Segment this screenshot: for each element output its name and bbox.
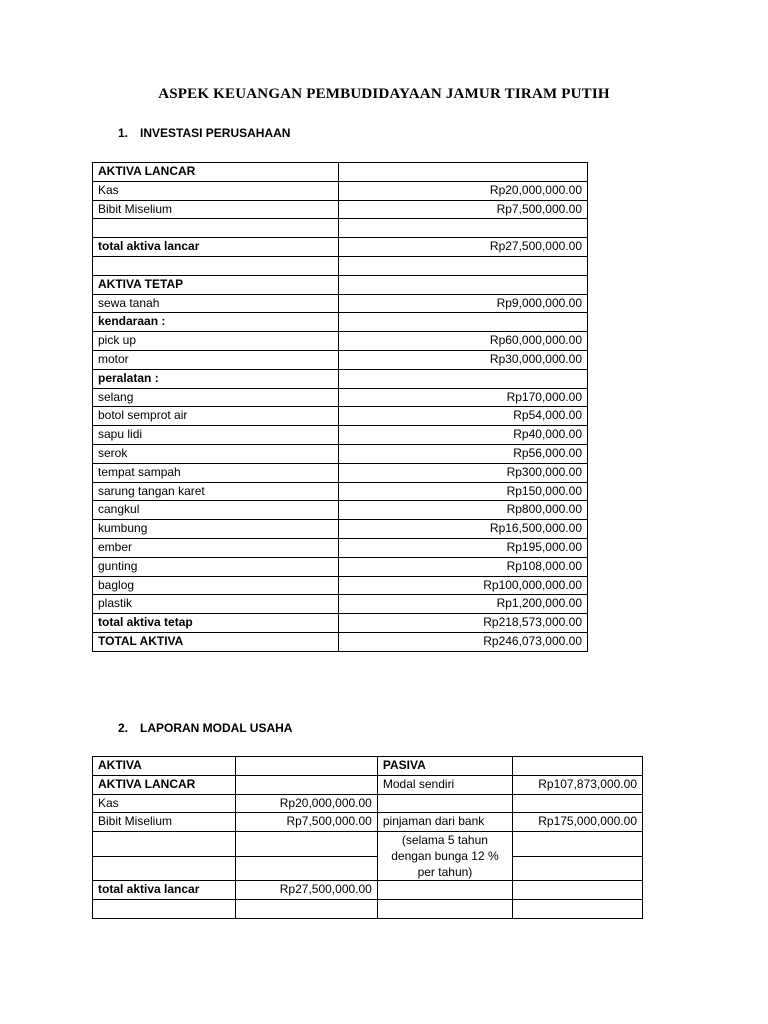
table-row	[93, 200, 588, 219]
table-row	[93, 388, 588, 407]
row-value: Rp170,000.00	[339, 388, 588, 407]
section-number: 1.	[118, 126, 129, 140]
row-value: Rp30,000,000.00	[339, 350, 588, 369]
kas-value: Rp20,000,000.00	[236, 794, 377, 813]
table-row	[93, 632, 588, 651]
table-row	[93, 350, 588, 369]
row-value	[339, 313, 588, 332]
table-row	[93, 482, 588, 501]
table-row	[93, 832, 643, 857]
table-row	[93, 238, 588, 257]
row-value: Rp56,000.00	[339, 444, 588, 463]
aktiva-header: AKTIVA	[93, 757, 236, 776]
table-row	[93, 557, 588, 576]
row-value: Rp60,000,000.00	[339, 332, 588, 351]
table-row	[93, 899, 643, 918]
empty-cell	[513, 856, 643, 881]
pinjaman-value: Rp175,000,000.00	[513, 813, 643, 832]
row-value: Rp108,000.00	[339, 557, 588, 576]
row-label: ember	[93, 538, 339, 557]
table-row	[93, 369, 588, 388]
table-row	[93, 332, 588, 351]
empty-cell	[236, 775, 377, 794]
row-label: total aktiva lancar	[93, 238, 339, 257]
row-label: sarung tangan karet	[93, 482, 339, 501]
total-aktiva-lancar-label: total aktiva lancar	[93, 881, 236, 900]
row-label: motor	[93, 350, 339, 369]
empty-cell	[93, 899, 236, 918]
table-row	[93, 614, 588, 633]
table-row	[93, 520, 588, 539]
row-label: TOTAL AKTIVA	[93, 632, 339, 651]
row-value: Rp300,000.00	[339, 463, 588, 482]
kas-label: Kas	[93, 794, 236, 813]
row-label: gunting	[93, 557, 339, 576]
row-value: Rp9,000,000.00	[339, 294, 588, 313]
table-row	[93, 294, 588, 313]
row-label: pick up	[93, 332, 339, 351]
row-value	[339, 275, 588, 294]
table-row	[93, 463, 588, 482]
empty-cell	[236, 832, 377, 857]
empty-cell	[93, 832, 236, 857]
row-label: AKTIVA LANCAR	[93, 163, 339, 182]
table-row	[93, 256, 588, 275]
table-row	[93, 576, 588, 595]
row-value	[339, 219, 588, 238]
row-label: selang	[93, 388, 339, 407]
capital-report-table	[92, 756, 643, 919]
table-row	[93, 881, 643, 900]
row-value: Rp54,000.00	[339, 407, 588, 426]
row-label: sewa tanah	[93, 294, 339, 313]
bibit-label: Bibit Miselium	[93, 813, 236, 832]
empty-cell	[236, 856, 377, 881]
table-row	[93, 163, 588, 182]
pinjaman-label: pinjaman dari bank	[377, 813, 512, 832]
table-row	[93, 538, 588, 557]
row-value: Rp100,000,000.00	[339, 576, 588, 595]
table-row	[93, 181, 588, 200]
row-label: kendaraan :	[93, 313, 339, 332]
row-label: tempat sampah	[93, 463, 339, 482]
table-row	[93, 313, 588, 332]
table-row	[93, 595, 588, 614]
empty-cell	[377, 794, 512, 813]
row-label: Bibit Miselium	[93, 200, 339, 219]
row-value: Rp246,073,000.00	[339, 632, 588, 651]
table-row	[93, 757, 643, 776]
table-row	[93, 501, 588, 520]
bibit-value: Rp7,500,000.00	[236, 813, 377, 832]
row-value: Rp16,500,000.00	[339, 520, 588, 539]
table-row	[93, 426, 588, 445]
section-heading-investasi	[118, 126, 290, 140]
investment-table	[92, 162, 588, 652]
row-label: Kas	[93, 181, 339, 200]
section-title: LAPORAN MODAL USAHA	[140, 721, 293, 735]
row-label: total aktiva tetap	[93, 614, 339, 633]
section-heading-modal	[118, 721, 292, 735]
row-label: peralatan :	[93, 369, 339, 388]
total-aktiva-lancar-value: Rp27,500,000.00	[236, 881, 377, 900]
row-value	[339, 163, 588, 182]
table-row	[93, 794, 643, 813]
modal-sendiri-value: Rp107,873,000.00	[513, 775, 643, 794]
row-value	[339, 256, 588, 275]
empty-cell	[513, 899, 643, 918]
row-value: Rp1,200,000.00	[339, 595, 588, 614]
empty-cell	[377, 899, 512, 918]
row-label: AKTIVA TETAP	[93, 275, 339, 294]
empty-cell	[236, 899, 377, 918]
table-row	[93, 775, 643, 794]
row-value: Rp195,000.00	[339, 538, 588, 557]
row-value: Rp27,500,000.00	[339, 238, 588, 257]
row-label: plastik	[93, 595, 339, 614]
table-row	[93, 219, 588, 238]
table-row	[93, 275, 588, 294]
empty-cell	[93, 856, 236, 881]
row-value: Rp40,000.00	[339, 426, 588, 445]
row-label	[93, 219, 339, 238]
empty-cell	[377, 881, 512, 900]
empty-cell	[236, 757, 377, 776]
row-label: serok	[93, 444, 339, 463]
row-label: cangkul	[93, 501, 339, 520]
pinjaman-note: (selama 5 tahun dengan bunga 12 % per tahun)	[377, 832, 512, 881]
document-title: ASPEK KEUANGAN PEMBUDIDAYAAN JAMUR TIRAM PUTIH	[158, 86, 610, 102]
row-label: sapu lidi	[93, 426, 339, 445]
row-label: kumbung	[93, 520, 339, 539]
row-value: Rp20,000,000.00	[339, 181, 588, 200]
aktiva-lancar-label: AKTIVA LANCAR	[93, 775, 236, 794]
table-row	[93, 813, 643, 832]
empty-cell	[513, 794, 643, 813]
empty-cell	[513, 832, 643, 857]
empty-cell	[513, 881, 643, 900]
table-row	[93, 407, 588, 426]
row-value: Rp7,500,000.00	[339, 200, 588, 219]
row-value: Rp218,573,000.00	[339, 614, 588, 633]
table-row	[93, 856, 643, 881]
modal-sendiri-label: Modal sendiri	[377, 775, 512, 794]
table-row	[93, 444, 588, 463]
empty-cell	[513, 757, 643, 776]
row-label: baglog	[93, 576, 339, 595]
row-value: Rp800,000.00	[339, 501, 588, 520]
section-title: INVESTASI PERUSAHAAN	[140, 126, 291, 140]
section-number: 2.	[118, 721, 129, 735]
row-label: botol semprot air	[93, 407, 339, 426]
row-value	[339, 369, 588, 388]
row-value: Rp150,000.00	[339, 482, 588, 501]
row-label	[93, 256, 339, 275]
pasiva-header: PASIVA	[377, 757, 512, 776]
